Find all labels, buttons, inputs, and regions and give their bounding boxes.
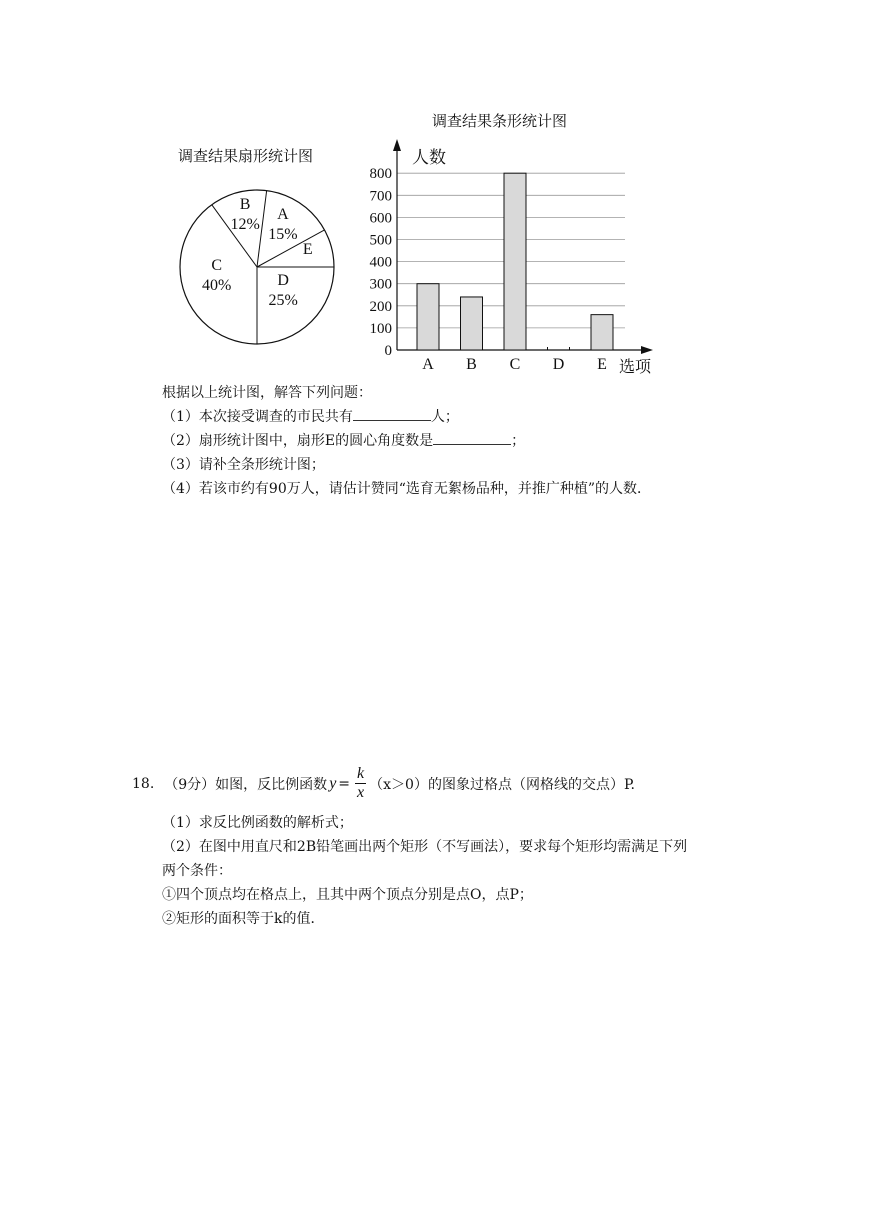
q17-part3: （3）请补全条形统计图； — [162, 457, 325, 473]
q18-part1: （1）求反比例函数的解析式； — [162, 815, 353, 831]
pie-slice-label: D — [277, 272, 289, 290]
y-tick-label: 800 — [369, 166, 392, 183]
y-tick-label: 200 — [369, 298, 392, 315]
bar-E — [591, 315, 613, 350]
pie-slice-percent: 15% — [268, 225, 298, 243]
x-tick-label: B — [466, 356, 477, 373]
q17-intro: 根据以上统计图，解答下列问题： — [162, 385, 372, 401]
q18-condition-1: ①四个顶点均在格点上，且其中两个顶点分别是点O，点P； — [162, 887, 533, 903]
x-tick-label: C — [509, 356, 521, 373]
fraction-k-over-x: $\frac{k}{x}$ — [357, 765, 365, 801]
x-tick-label: A — [422, 356, 434, 373]
q18-condition-2: ②矩形的面积等于k的值． — [162, 911, 325, 927]
y-tick-label: 400 — [369, 254, 392, 271]
q18-part2-cont: 两个条件： — [162, 863, 232, 879]
y-axis-arrow — [393, 139, 401, 151]
y-tick-label: 300 — [369, 276, 392, 293]
x-axis-label: 选项 — [619, 359, 652, 376]
bar-C — [504, 173, 526, 350]
x-tick-label: D — [552, 356, 565, 373]
answer-blank-2[interactable] — [433, 430, 511, 445]
pie-slice-percent: 40% — [202, 277, 232, 295]
pie-slice-label: E — [302, 240, 313, 258]
pie-slice-label: A — [277, 205, 289, 223]
bar-title: 调查结果条形统计图 — [432, 112, 568, 130]
bar-chart — [360, 135, 670, 380]
pie-slice-percent: 12% — [230, 215, 260, 233]
pie-chart — [170, 185, 350, 365]
q18-number: 18. — [132, 775, 155, 792]
pie-slice-label: B — [239, 195, 251, 213]
y-tick-label: 600 — [369, 210, 392, 227]
pie-slice-label: C — [211, 257, 223, 275]
answer-blank-1[interactable] — [353, 406, 431, 421]
bar-B — [461, 297, 483, 350]
q18-header: 18. （9分）如图，反比例函数 y = $\frac{k}{x}$ （x＞0） 的图象过格点（网格线的交点）P. — [132, 765, 635, 801]
pie-title: 调查结果扇形统计图 — [178, 147, 314, 165]
q17-part2: （2）扇形统计图中，扇形E的圆心角度数是 ； — [162, 430, 525, 450]
pie-slice-percent: 25% — [268, 292, 298, 310]
x-axis-arrow — [641, 346, 653, 354]
q17-part4: （4）若该市约有90万人，请估计赞同“选育无絮杨品种，并推广种植”的人数． — [162, 481, 652, 497]
q17-part1: （1）本次接受调查的市民共有 人； — [162, 406, 459, 426]
y-tick-label: 700 — [369, 188, 392, 205]
y-axis-label: 人数 — [412, 148, 446, 167]
bar-A — [417, 284, 439, 350]
y-tick-label: 0 — [384, 343, 392, 359]
q18-part2: （2）在图中用直尺和2B铅笔画出两个矩形（不写画法），要求每个矩形均需满足下列 — [162, 839, 688, 855]
y-tick-label: 100 — [369, 320, 392, 337]
x-tick-label: E — [597, 356, 607, 373]
y-tick-label: 500 — [369, 232, 392, 249]
